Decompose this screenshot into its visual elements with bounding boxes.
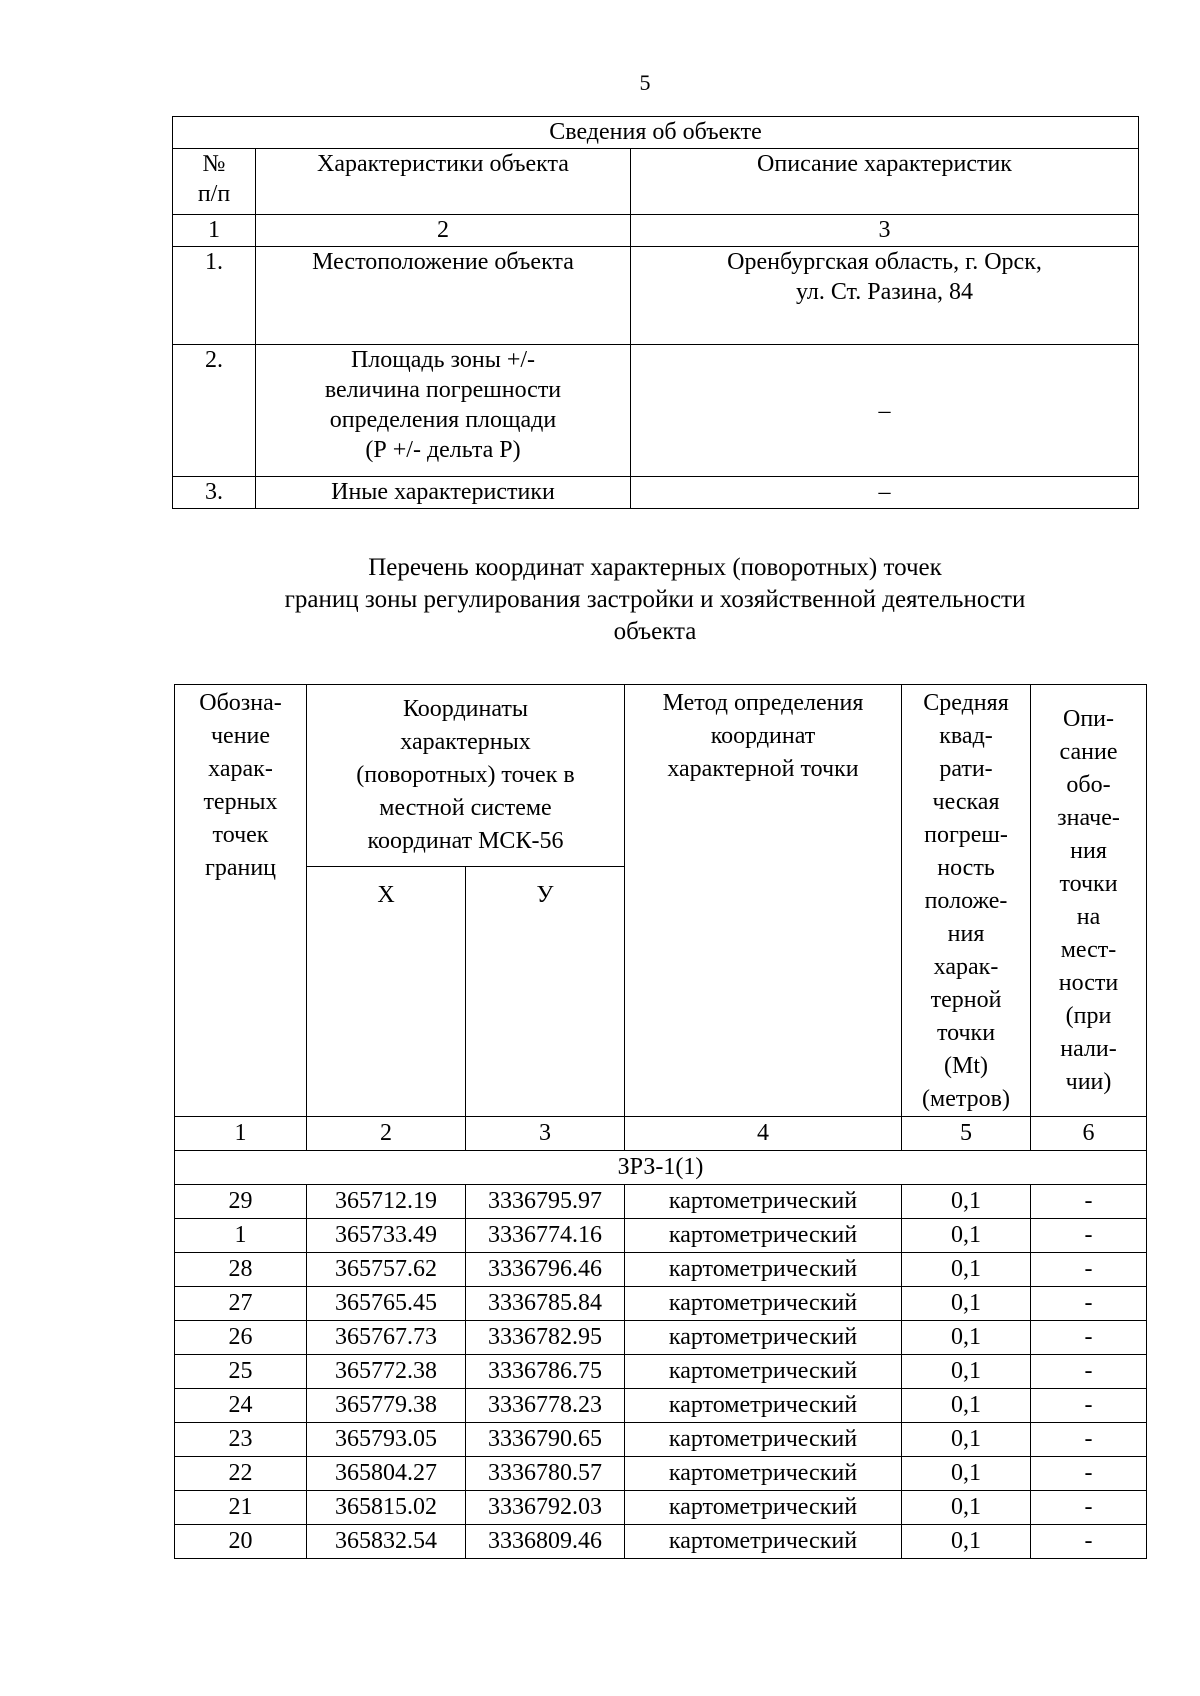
cell-method: картометрический — [625, 1525, 902, 1559]
cell-desc: - — [1031, 1219, 1147, 1253]
cell-method: картометрический — [625, 1423, 902, 1457]
row-2-description: – — [631, 345, 1139, 477]
cell-x: 365765.45 — [307, 1287, 466, 1321]
table-row — [175, 1491, 1147, 1525]
coordinates-rows — [175, 1185, 1147, 1559]
col-number-3: 3 — [631, 215, 1139, 247]
cell-y: 3336785.84 — [466, 1287, 625, 1321]
header-method: Метод определения координат характерной точки — [625, 685, 902, 1117]
cell-point: 1 — [175, 1219, 307, 1253]
cell-desc: - — [1031, 1525, 1147, 1559]
cell-point: 23 — [175, 1423, 307, 1457]
row-3-characteristic: Иные характеристики — [256, 477, 631, 509]
cell-desc: - — [1031, 1457, 1147, 1491]
cell-x: 365804.27 — [307, 1457, 466, 1491]
cell-method: картометрический — [625, 1355, 902, 1389]
table-row — [175, 1219, 1147, 1253]
header-num — [173, 149, 256, 215]
header-num-text: № п/п — [197, 151, 231, 207]
table-row — [175, 1355, 1147, 1389]
col-number-1: 1 — [173, 215, 256, 247]
coordinates-table — [174, 684, 1147, 1559]
row-2-num: 2. — [173, 345, 256, 477]
row-3-description: – — [631, 477, 1139, 509]
section-header: ЗРЗ-1(1) — [175, 1151, 1147, 1185]
coordinates-list-title: Перечень координат характерных (поворотных) точек границ зоны регулирования застройки и хозяйственной деятельности объекта — [284, 554, 1026, 645]
cell-x: 365733.49 — [307, 1219, 466, 1253]
cell-x: 365779.38 — [307, 1389, 466, 1423]
row-1-num: 1. — [173, 247, 256, 345]
table-row — [175, 1389, 1147, 1423]
cell-error: 0,1 — [902, 1185, 1031, 1219]
cell-point: 28 — [175, 1253, 307, 1287]
cell-y: 3336809.46 — [466, 1525, 625, 1559]
table-row — [175, 1525, 1147, 1559]
cell-y: 3336786.75 — [466, 1355, 625, 1389]
cell-method: картометрический — [625, 1491, 902, 1525]
cell-point: 25 — [175, 1355, 307, 1389]
cell-desc: - — [1031, 1423, 1147, 1457]
cell-point: 24 — [175, 1389, 307, 1423]
cell-error: 0,1 — [902, 1219, 1031, 1253]
row-3-num: 3. — [173, 477, 256, 509]
info-table-caption: Сведения об объекте — [173, 117, 1139, 149]
cell-desc: - — [1031, 1389, 1147, 1423]
cell-y: 3336795.97 — [466, 1185, 625, 1219]
cell-desc: - — [1031, 1321, 1147, 1355]
header-characteristic: Характеристики объекта — [256, 149, 631, 215]
table-row — [175, 1423, 1147, 1457]
cell-desc: - — [1031, 1355, 1147, 1389]
cell-error: 0,1 — [902, 1423, 1031, 1457]
cell-desc: - — [1031, 1253, 1147, 1287]
cell-error: 0,1 — [902, 1457, 1031, 1491]
cell-method: картометрический — [625, 1287, 902, 1321]
cell-x: 365712.19 — [307, 1185, 466, 1219]
row-1-description: Оренбургская область, г. Орск, ул. Ст. Разина, 84 — [631, 247, 1139, 345]
col-number-5: 5 — [902, 1117, 1031, 1151]
cell-x: 365757.62 — [307, 1253, 466, 1287]
cell-x: 365767.73 — [307, 1321, 466, 1355]
cell-desc: - — [1031, 1185, 1147, 1219]
cell-y: 3336782.95 — [466, 1321, 625, 1355]
col-number-4: 4 — [625, 1117, 902, 1151]
cell-error: 0,1 — [902, 1525, 1031, 1559]
page-number: 5 — [639, 70, 651, 95]
table-row — [175, 1321, 1147, 1355]
header-y: У — [466, 867, 625, 1117]
col-number-2: 2 — [256, 215, 631, 247]
cell-y: 3336792.03 — [466, 1491, 625, 1525]
cell-point: 26 — [175, 1321, 307, 1355]
header-coordinates: Координаты характерных (поворотных) точек в местной системе координат МСК-56 — [307, 685, 625, 867]
cell-error: 0,1 — [902, 1253, 1031, 1287]
cell-point: 20 — [175, 1525, 307, 1559]
header-description: Описание характеристик — [631, 149, 1139, 215]
cell-point: 21 — [175, 1491, 307, 1525]
cell-error: 0,1 — [902, 1321, 1031, 1355]
col-number-3: 3 — [466, 1117, 625, 1151]
cell-method: картометрический — [625, 1389, 902, 1423]
col-number-6: 6 — [1031, 1117, 1147, 1151]
header-error-text: Средняя квад- рати- ческая погреш- ность положе- ния харак- терной точки (Mt) (метров) — [922, 690, 1010, 1112]
cell-y: 3336774.16 — [466, 1219, 625, 1253]
cell-point: 29 — [175, 1185, 307, 1219]
cell-error: 0,1 — [902, 1491, 1031, 1525]
cell-point: 22 — [175, 1457, 307, 1491]
cell-method: картометрический — [625, 1457, 902, 1491]
cell-error: 0,1 — [902, 1287, 1031, 1321]
cell-y: 3336778.23 — [466, 1389, 625, 1423]
cell-point: 27 — [175, 1287, 307, 1321]
cell-y: 3336780.57 — [466, 1457, 625, 1491]
cell-desc: - — [1031, 1491, 1147, 1525]
cell-error: 0,1 — [902, 1355, 1031, 1389]
cell-y: 3336796.46 — [466, 1253, 625, 1287]
table-row — [175, 1185, 1147, 1219]
object-info-table — [172, 116, 1139, 509]
col-number-2: 2 — [307, 1117, 466, 1151]
header-point-designation: Обозна- чение харак- терных точек границ — [175, 685, 307, 1117]
header-error — [902, 685, 1031, 1117]
table-row — [175, 1457, 1147, 1491]
cell-y: 3336790.65 — [466, 1423, 625, 1457]
table-row — [175, 1287, 1147, 1321]
cell-method: картометрический — [625, 1321, 902, 1355]
header-description: Опи- сание обо- значе- ния точки на мест- ности (при нали- чии) — [1031, 685, 1147, 1117]
col-number-1: 1 — [175, 1117, 307, 1151]
table-row — [175, 1253, 1147, 1287]
row-2-characteristic: Площадь зоны +/- величина погрешности определения площади (Р +/- дельта Р) — [256, 345, 631, 477]
cell-method: картометрический — [625, 1253, 902, 1287]
header-x: Х — [307, 867, 466, 1117]
cell-x: 365772.38 — [307, 1355, 466, 1389]
cell-x: 365815.02 — [307, 1491, 466, 1525]
cell-x: 365793.05 — [307, 1423, 466, 1457]
cell-desc: - — [1031, 1287, 1147, 1321]
cell-error: 0,1 — [902, 1389, 1031, 1423]
cell-method: картометрический — [625, 1219, 902, 1253]
cell-method: картометрический — [625, 1185, 902, 1219]
cell-x: 365832.54 — [307, 1525, 466, 1559]
row-1-characteristic: Местоположение объекта — [256, 247, 631, 345]
